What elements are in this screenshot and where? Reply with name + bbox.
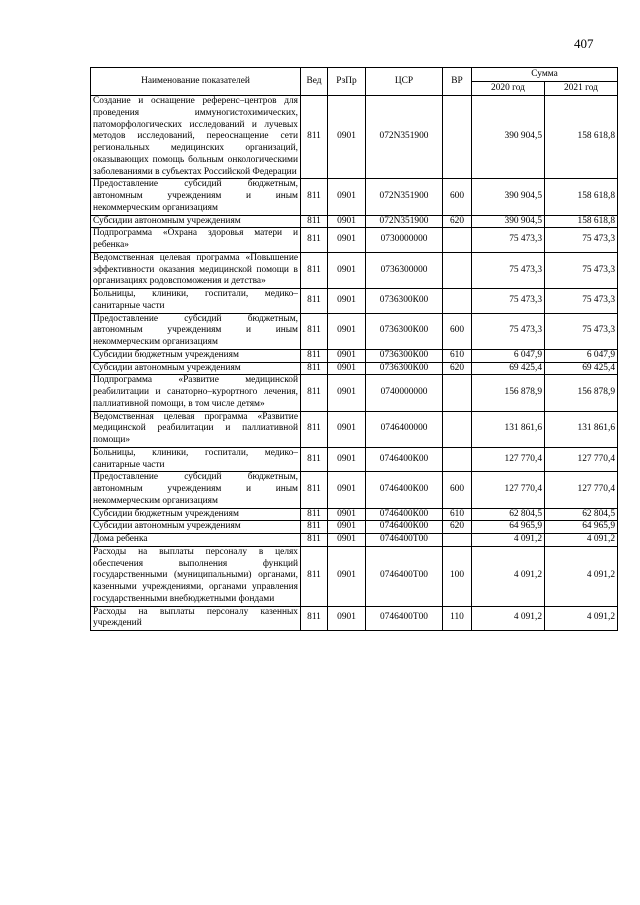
header-rzpr: РзПр bbox=[328, 68, 366, 96]
row-rzpr: 0901 bbox=[328, 215, 366, 228]
row-2020: 156 878,9 bbox=[472, 375, 545, 411]
row-csr: 0746400000 bbox=[366, 411, 443, 447]
row-rzpr: 0901 bbox=[328, 508, 366, 521]
row-2020: 4 091,2 bbox=[472, 546, 545, 606]
row-2020: 64 965,9 bbox=[472, 521, 545, 534]
row-name: Субсидии автономным учреждениям bbox=[91, 215, 301, 228]
row-rzpr: 0901 bbox=[328, 179, 366, 215]
table-row bbox=[91, 447, 618, 472]
table-row bbox=[91, 508, 618, 521]
row-csr: 0746400Т00 bbox=[366, 546, 443, 606]
row-rzpr: 0901 bbox=[328, 472, 366, 508]
row-ved: 811 bbox=[301, 521, 328, 534]
row-2021: 4 091,2 bbox=[545, 546, 618, 606]
row-csr: 072N351900 bbox=[366, 215, 443, 228]
row-rzpr: 0901 bbox=[328, 447, 366, 472]
row-ved: 811 bbox=[301, 349, 328, 362]
row-rzpr: 0901 bbox=[328, 96, 366, 179]
row-2021: 75 473,3 bbox=[545, 252, 618, 288]
row-2021: 4 091,2 bbox=[545, 606, 618, 631]
row-name: Субсидии автономным учреждениям bbox=[91, 521, 301, 534]
row-vr: 620 bbox=[443, 521, 472, 534]
row-vr: 100 bbox=[443, 546, 472, 606]
table-row bbox=[91, 546, 618, 606]
row-2020: 390 904,5 bbox=[472, 96, 545, 179]
row-name: Субсидии бюджетным учреждениям bbox=[91, 349, 301, 362]
row-2020: 6 047,9 bbox=[472, 349, 545, 362]
row-vr bbox=[443, 252, 472, 288]
row-2021: 64 965,9 bbox=[545, 521, 618, 534]
row-2020: 390 904,5 bbox=[472, 215, 545, 228]
row-2021: 75 473,3 bbox=[545, 228, 618, 253]
row-2020: 4 091,2 bbox=[472, 606, 545, 631]
row-2020: 69 425,4 bbox=[472, 362, 545, 375]
row-ved: 811 bbox=[301, 411, 328, 447]
header-2020: 2020 год bbox=[472, 82, 545, 96]
header-vr: ВР bbox=[443, 68, 472, 96]
row-2020: 131 861,6 bbox=[472, 411, 545, 447]
row-2020: 127 770,4 bbox=[472, 447, 545, 472]
header-2021: 2021 год bbox=[545, 82, 618, 96]
row-rzpr: 0901 bbox=[328, 252, 366, 288]
row-2020: 62 804,5 bbox=[472, 508, 545, 521]
row-2021: 158 618,8 bbox=[545, 215, 618, 228]
table-row bbox=[91, 289, 618, 314]
row-csr: 0740000000 bbox=[366, 375, 443, 411]
row-2020: 75 473,3 bbox=[472, 228, 545, 253]
row-ved: 811 bbox=[301, 96, 328, 179]
row-2021: 6 047,9 bbox=[545, 349, 618, 362]
row-vr: 600 bbox=[443, 472, 472, 508]
row-csr: 0736300К00 bbox=[366, 313, 443, 349]
table-row bbox=[91, 362, 618, 375]
row-ved: 811 bbox=[301, 228, 328, 253]
table-row bbox=[91, 534, 618, 547]
row-csr: 0736300000 bbox=[366, 252, 443, 288]
table-row bbox=[91, 606, 618, 631]
row-csr: 072N351900 bbox=[366, 179, 443, 215]
row-csr: 0746400К00 bbox=[366, 521, 443, 534]
row-name: Предоставление субсидий бюджетным, автономным учреждениям и иным некоммерческим организациям bbox=[91, 179, 301, 215]
table-row bbox=[91, 349, 618, 362]
row-csr: 0736300К00 bbox=[366, 289, 443, 314]
row-rzpr: 0901 bbox=[328, 228, 366, 253]
header-name: Наименование показателей bbox=[91, 68, 301, 96]
row-2021: 62 804,5 bbox=[545, 508, 618, 521]
row-rzpr: 0901 bbox=[328, 375, 366, 411]
row-name: Больницы, клиники, госпитали, медико–санитарные части bbox=[91, 289, 301, 314]
row-2021: 69 425,4 bbox=[545, 362, 618, 375]
row-ved: 811 bbox=[301, 362, 328, 375]
table-row bbox=[91, 472, 618, 508]
row-2021: 127 770,4 bbox=[545, 472, 618, 508]
table-row bbox=[91, 252, 618, 288]
row-csr: 0746400К00 bbox=[366, 447, 443, 472]
row-ved: 811 bbox=[301, 606, 328, 631]
row-ved: 811 bbox=[301, 252, 328, 288]
row-name: Предоставление субсидий бюджетным, автономным учреждениям и иным некоммерческим организациям bbox=[91, 313, 301, 349]
row-rzpr: 0901 bbox=[328, 411, 366, 447]
row-2020: 127 770,4 bbox=[472, 472, 545, 508]
table-row bbox=[91, 521, 618, 534]
row-2020: 390 904,5 bbox=[472, 179, 545, 215]
row-vr bbox=[443, 375, 472, 411]
row-ved: 811 bbox=[301, 447, 328, 472]
row-name: Расходы на выплаты персоналу казенных учреждений bbox=[91, 606, 301, 631]
row-rzpr: 0901 bbox=[328, 521, 366, 534]
row-vr: 610 bbox=[443, 508, 472, 521]
row-vr: 600 bbox=[443, 179, 472, 215]
row-ved: 811 bbox=[301, 215, 328, 228]
row-2021: 158 618,8 bbox=[545, 96, 618, 179]
table-row bbox=[91, 313, 618, 349]
row-name: Субсидии автономным учреждениям bbox=[91, 362, 301, 375]
row-2021: 75 473,3 bbox=[545, 313, 618, 349]
row-ved: 811 bbox=[301, 534, 328, 547]
row-rzpr: 0901 bbox=[328, 349, 366, 362]
row-ved: 811 bbox=[301, 313, 328, 349]
row-vr bbox=[443, 96, 472, 179]
row-name: Ведомственная целевая программа «Развитие медицинской реабилитации и паллиативной помощи» bbox=[91, 411, 301, 447]
row-2020: 75 473,3 bbox=[472, 313, 545, 349]
row-vr bbox=[443, 447, 472, 472]
row-csr: 0746400К00 bbox=[366, 472, 443, 508]
row-2021: 158 618,8 bbox=[545, 179, 618, 215]
row-name: Подпрограмма «Охрана здоровья матери и ребенка» bbox=[91, 228, 301, 253]
budget-table bbox=[90, 67, 618, 631]
table-row bbox=[91, 179, 618, 215]
row-2021: 131 861,6 bbox=[545, 411, 618, 447]
row-name: Подпрограмма «Развитие медицинской реабилитации и санаторно–курортного лечения, паллиативной помощи, в том числе детям» bbox=[91, 375, 301, 411]
row-vr bbox=[443, 228, 472, 253]
table-row bbox=[91, 375, 618, 411]
row-name: Больницы, клиники, госпитали, медико–санитарные части bbox=[91, 447, 301, 472]
row-rzpr: 0901 bbox=[328, 546, 366, 606]
row-rzpr: 0901 bbox=[328, 606, 366, 631]
row-name: Предоставление субсидий бюджетным, автономным учреждениям и иным некоммерческим организациям bbox=[91, 472, 301, 508]
row-ved: 811 bbox=[301, 289, 328, 314]
row-name: Дома ребенка bbox=[91, 534, 301, 547]
header-csr: ЦСР bbox=[366, 68, 443, 96]
row-ved: 811 bbox=[301, 179, 328, 215]
row-csr: 0746400Т00 bbox=[366, 534, 443, 547]
row-csr: 0730000000 bbox=[366, 228, 443, 253]
row-ved: 811 bbox=[301, 472, 328, 508]
row-2021: 4 091,2 bbox=[545, 534, 618, 547]
row-vr: 610 bbox=[443, 349, 472, 362]
header-sum: Сумма bbox=[472, 68, 618, 82]
row-2021: 75 473,3 bbox=[545, 289, 618, 314]
table-row bbox=[91, 96, 618, 179]
row-rzpr: 0901 bbox=[328, 289, 366, 314]
row-csr: 0746400К00 bbox=[366, 508, 443, 521]
row-name: Ведомственная целевая программа «Повышение эффективности оказания медицинской помощи в организациях родовспоможения и детства» bbox=[91, 252, 301, 288]
row-2021: 156 878,9 bbox=[545, 375, 618, 411]
row-csr: 072N351900 bbox=[366, 96, 443, 179]
table-row bbox=[91, 228, 618, 253]
row-2020: 4 091,2 bbox=[472, 534, 545, 547]
row-ved: 811 bbox=[301, 546, 328, 606]
row-vr: 620 bbox=[443, 215, 472, 228]
table-row bbox=[91, 215, 618, 228]
row-rzpr: 0901 bbox=[328, 362, 366, 375]
row-vr bbox=[443, 289, 472, 314]
row-ved: 811 bbox=[301, 508, 328, 521]
row-vr: 620 bbox=[443, 362, 472, 375]
row-name: Расходы на выплаты персоналу в целях обеспечения выполнения функций государственными (муниципальными) органами, казенными учреждениями, органами управления государственными внебюджетными фондами bbox=[91, 546, 301, 606]
row-vr bbox=[443, 411, 472, 447]
row-vr: 600 bbox=[443, 313, 472, 349]
row-ved: 811 bbox=[301, 375, 328, 411]
row-csr: 0736300К00 bbox=[366, 362, 443, 375]
row-vr bbox=[443, 534, 472, 547]
row-csr: 0746400Т00 bbox=[366, 606, 443, 631]
row-vr: 110 bbox=[443, 606, 472, 631]
row-rzpr: 0901 bbox=[328, 534, 366, 547]
page-number: 407 bbox=[574, 36, 594, 51]
row-name: Субсидии бюджетным учреждениям bbox=[91, 508, 301, 521]
row-2020: 75 473,3 bbox=[472, 252, 545, 288]
row-csr: 0736300К00 bbox=[366, 349, 443, 362]
row-rzpr: 0901 bbox=[328, 313, 366, 349]
row-2021: 127 770,4 bbox=[545, 447, 618, 472]
row-2020: 75 473,3 bbox=[472, 289, 545, 314]
header-ved: Вед bbox=[301, 68, 328, 96]
table-row bbox=[91, 411, 618, 447]
row-name: Создание и оснащение референс–центров для проведения иммуногистохимических, патоморфологических исследований и лучевых методов исследований, переоснащение сети региональных медицинских организаций, оказывающих помощь больным онкологическими заболеваниями в субъектах Российской Федерации bbox=[91, 96, 301, 179]
